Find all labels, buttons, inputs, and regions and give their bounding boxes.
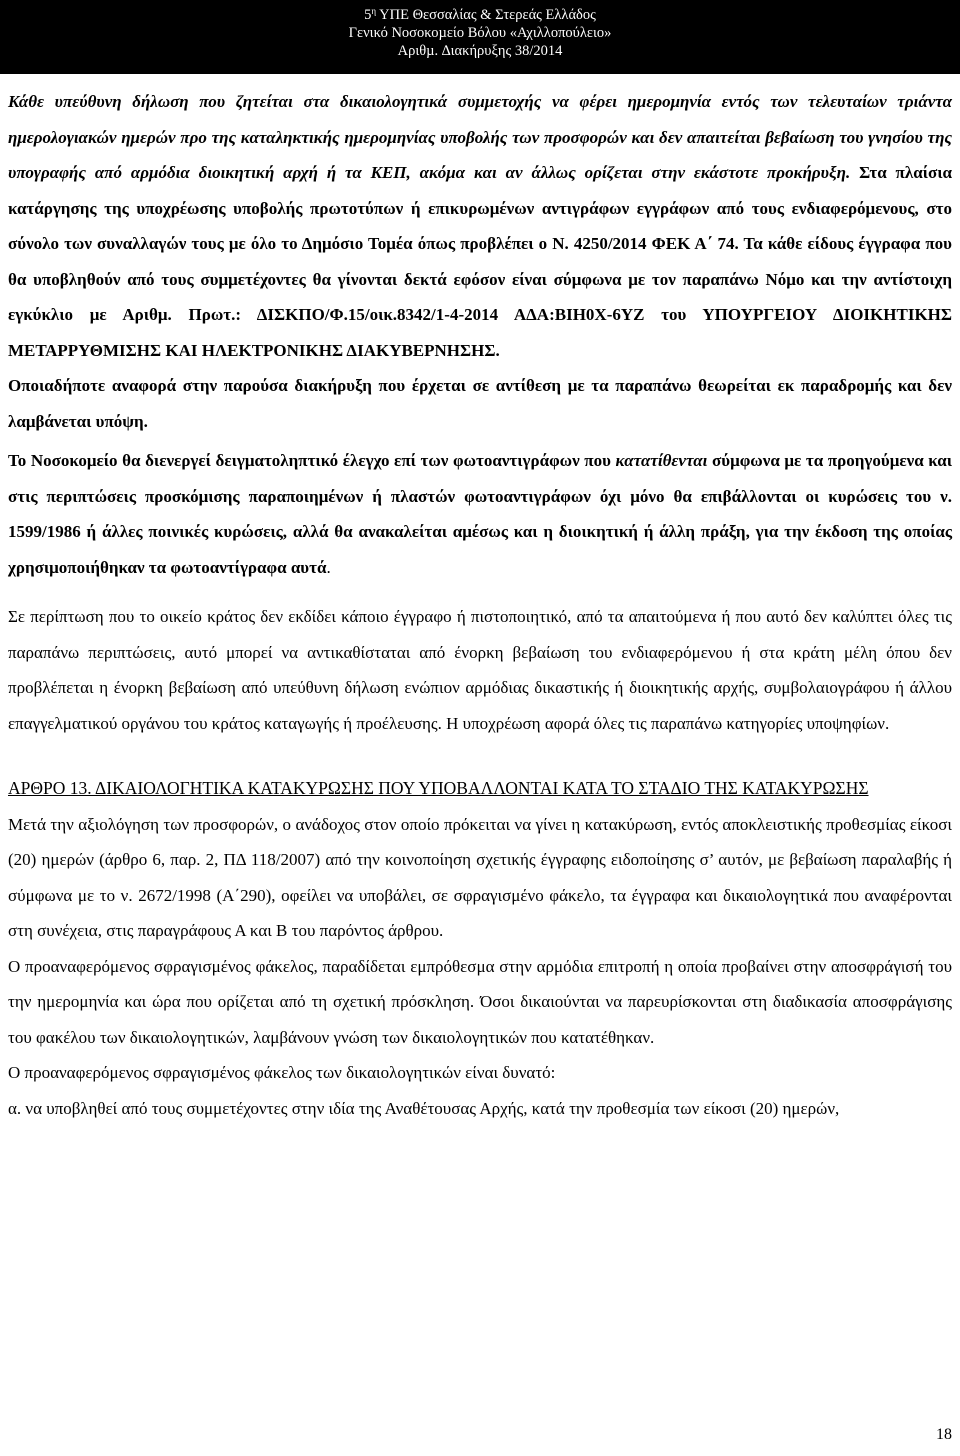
paragraph-envelope-options: Ο προαναφερόμενος σφραγισμένος φάκελος των δικαιολογητικών είναι δυνατό:	[8, 1063, 556, 1082]
page-number: 18	[936, 1426, 952, 1443]
header-line-2: Γενικό Νοσοκοµείο Βόλου «Αχιλλοπούλειο»	[348, 25, 612, 41]
paragraph-foreign-certificates: Σε περίπτωση που το οικείο κράτος δεν εκδίδει κάποιο έγγραφο ή πιστοποιητικό, από τα απαιτούμενα ή που αυτό δεν καλύπτει όλες τις παραπάνω περιπτώσεις, αυτό μπορεί να αντικαθίσταται από ένορκη βεβαίωση του ενδιαφερόμενου ή στα κράτη μέλη όπου δεν προβλέπεται η ένορκη βεβαίωση από υπεύθυνη δήλωση ενώπιον αρμόδιας δικαστικής ή διοικητικής αρχής, συμβολαιογράφου ή άλλου επαγγελματικού οργάνου του κράτος καταγωγής ή προέλευσης. Η υποχρέωση αφορά όλες τις παραπάνω κατηγορίες υποψηφίων.	[8, 607, 952, 733]
paragraph-contradiction-note: Οποιαδήποτε αναφορά στην παρούσα διακήρυξη που έρχεται σε αντίθεση με τα παραπάνω θεωρείται εκ παραδρομής και δεν λαμβάνεται υπόψη.	[8, 376, 952, 431]
paragraph-option-a: α. να υποβληθεί από τους συμμετέχοντες στην ιδία της Αναθέτουσας Αρχής, κατά την προθεσμία των είκοσι (20) ημερών,	[8, 1098, 840, 1118]
paragraph-submission: Μετά την αξιολόγηση των προσφορών, ο ανάδοχος στον οποίο πρόκειται να γίνει η κατακύρωση, εντός αποκλειστικής προθεσμίας είκοσι (20) ημερών (άρθρο 6, παρ. 2, ΠΔ 118/2007) από την κοινοποίηση σχετικής έγγραφης ειδοποίησης σ’ αυτόν, με βεβαίωση παραλαβής ή σύμφωνα με το ν. 2672/1998 (Α΄290), οφείλει να υποβάλει, σε σφραγισμένο φάκελο, τα έγγραφα και δικαιολογητικά που αναφέρονται στη συνέχεια, στις παραγράφους Α και Β του παρόντος άρθρου.	[8, 814, 952, 940]
paragraph-envelope-opening: Ο προαναφερόμενος σφραγισμένος φάκελος, παραδίδεται εμπρόθεσμα στην αρμόδια επιτροπή η οποία προβαίνει στην αποσφράγισή του την ημερομηνία και ώρα που ορίζεται από τη σχετική πρόσκληση. Όσοι δικαιούνται να παρευρίσκονται στη διαδικασία αποσφράγισης του φακέλου των δικαιολογητικών, λαμβάνουν γνώση των δικαιολογητικών που κατατέθηκαν.	[8, 956, 952, 1047]
document-header	[0, 0, 960, 74]
article-13-heading: ΑΡΘΡΟ 13. ΔΙΚΑΙΟΛΟΓΗΤΙΚΑ ΚΑΤΑΚΥΡΩΣΗΣ ΠΟΥ ΥΠΟΒΑΛΛΟΝΤΑΙ ΚΑΤΑ ΤΟ ΣΤΑΔΙΟ ΤΗΣ ΚΑΤΑΚΥΡΩΣΗΣ	[8, 778, 869, 798]
document-body	[8, 84, 952, 1126]
header-line-1: $5^\eta$ ΥΠΕ Θεσσαλίας & Στερεάς Ελλάδος	[364, 6, 596, 23]
paragraph-sample-check: Το Νοσοκομείο θα διενεργεί δειγματοληπτικό έλεγχο επί των φωτοαντιγράφων που κατατίθενται σύμφωνα με τα προηγούμενα και στις περιπτώσεις προσκόμισης παραποιημένων ή πλαστών φωτοαντιγράφων όχι μόνο θα επιβάλλονται οι κυρώσεις του ν. 1599/1986 ή άλλες ποινικές κυρώσεις, αλλά θα ανακαλείται αμέσως και η διοικητική ή άλλη πράξη, για την έκδοση της οποίας χρησιμοποιήθηκαν τα φωτοαντίγραφα αυτά.	[8, 451, 952, 577]
header-line-3: Αριθµ. ∆ιακήρυξης 38/2014	[397, 43, 563, 59]
paragraph-declarations: Κάθε υπεύθυνη δήλωση που ζητείται στα δικαιολογητικά συμμετοχής να φέρει ημερομηνία εντός των τελευταίων τριάντα ημερολογιακών ημερών προ της καταληκτικής ημερομηνίας υποβολής των προσφορών και δεν απαιτείται βεβαίωση του γνησίου της υπογραφής από αρμόδια διοικητική αρχή ή τα ΚΕΠ, ακόμα και αν άλλως ορίζεται στην εκάστοτε προκήρυξη. Στα πλαίσια κατάργησης της υποχρέωσης υποβολής πρωτοτύπων ή επικυρωμένων αντιγράφων εγγράφων από τους ενδιαφερόμενους, στο σύνολο των συναλλαγών τους με όλο το Δημόσιο Τομέα όπως προβλέπει ο Ν. 4250/2014 ΦΕΚ Α΄ 74. Τα κάθε είδους έγγραφα που θα υποβληθούν από τους συμμετέχοντες θα γίνονται δεκτά εφόσον είναι σύμφωνα με τον παραπάνω Νόμο και την αντίστοιχη εγκύκλιο με Αριθμ. Πρωτ.: ΔΙΣΚΠΟ/Φ.15/οικ.8342/1-4-2014 ΑΔΑ:ΒΙΗ0Χ-6ΥΖ του ΥΠΟΥΡΓΕΙΟΥ ΔΙΟΙΚΗΤΙΚΗΣ ΜΕΤΑΡΡΥΘΜΙΣΗΣ ΚΑΙ ΗΛΕΚΤΡΟΝΙΚΗΣ ΔΙΑΚΥΒΕΡΝΗΣΗΣ.	[8, 92, 952, 360]
